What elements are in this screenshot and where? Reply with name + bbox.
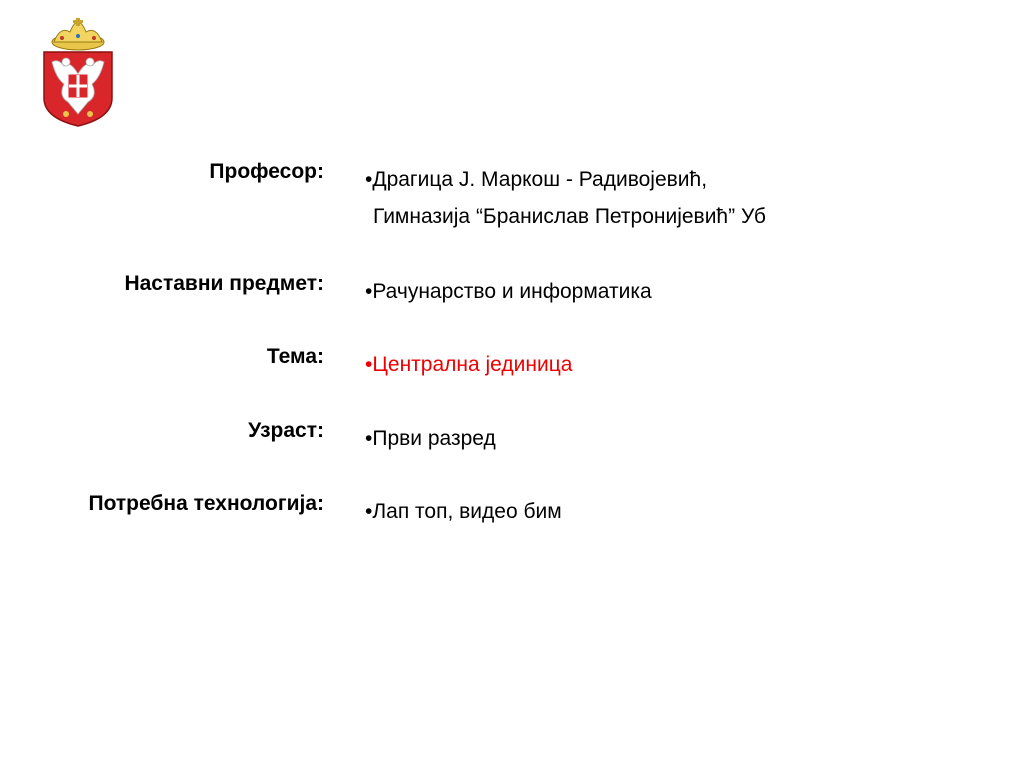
label-topic: Тема: xyxy=(266,345,324,368)
value-professor-school: Гимназија “Бранислав Петронијевић” Уб xyxy=(373,205,766,228)
value-subject: •Рачунарство и информатика xyxy=(365,280,652,303)
value-technology: •Лап топ, видео бим xyxy=(365,500,562,523)
value-professor-name: •Драгица Ј. Маркош - Радивојевић, xyxy=(365,168,708,191)
coat-of-arms-icon xyxy=(40,18,116,128)
crown-icon xyxy=(52,18,104,50)
value-age: •Први разред xyxy=(365,427,496,450)
value-topic: •Централна јединица xyxy=(365,353,573,376)
label-subject: Наставни предмет: xyxy=(124,272,324,295)
label-professor: Професор: xyxy=(209,160,324,183)
label-age: Узраст: xyxy=(248,419,324,442)
label-technology: Потребна технологија: xyxy=(88,492,324,515)
